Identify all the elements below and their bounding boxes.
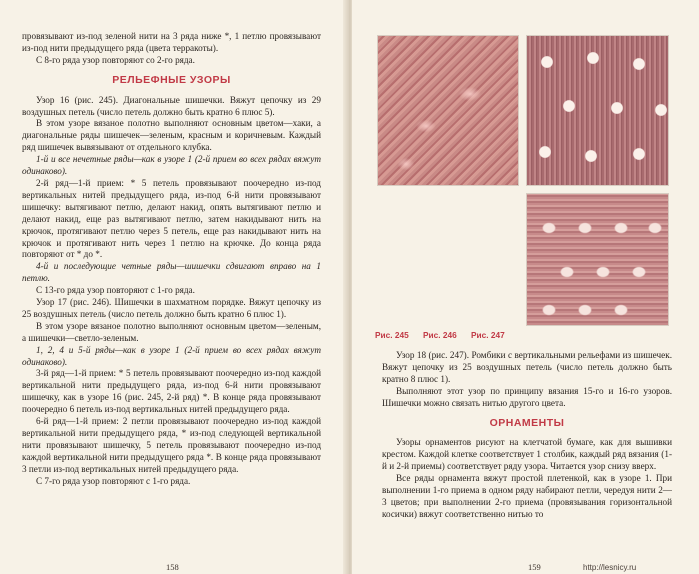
paragraph: Узор 17 (рис. 246). Шишечки в шахматном порядке. Вяжут цепочку из 25 воздушных петель (число петель должно быть кратно 6 плюс 1). (22, 297, 321, 319)
paragraph: В этом узоре вязаное полотно выполняют основным цветом—хаки, а диагональные ряды шишечек—зеленым, красным и коричневым. Каждый ряд шишечек вывязывают от отдельного клубка. (22, 118, 321, 153)
caption-fig-247: Рис. 247 (471, 330, 505, 340)
paragraph: С 8-го ряда узор повторяют со 2-го ряда. (36, 54, 195, 65)
paragraph: провязывают из-под зеленой нити на 3 ряда ниже *, 1 петлю провязывают из-под нити предыдущего ряда (цвета терракоты). (22, 31, 321, 53)
caption-fig-245: Рис. 245 (375, 330, 409, 340)
paragraph: 2-й ряд—1-й прием: * 5 петель провязывают поочередно из-под вертикальных нитей предыдущего ряда, из-под 6-й нити провязывают шишечку: вытягивают петлю, делают накид, опять вытягивают петлю и делают накид, еще раз вытягивают петлю, затем накидывают нить на крючок, протягивают петлю через 5 петель, еще раз накидывают нить на крючок и протягивают нить через 1 петлю на крючке. До конца ряда повторяют от * до *. (22, 177, 321, 260)
paragraph: 4-й и последующие четные ряды—шишечки сдвигают вправо на 1 петлю. (22, 261, 321, 284)
paragraph: Все ряды орнамента вяжут простой плетенкой, как в узоре 1. При выполнении 1-го приема в одном ряду набирают петли, чередуя нити 2—3 цветов; при выполнении 2-го приема (провязывания горизонтальной косички) вяжут соответственно нитью то (382, 473, 672, 519)
section-heading: ОРНАМЕНТЫ (489, 416, 565, 429)
paragraph: Узор 16 (рис. 245). Диагональные шишечки. Вяжут цепочку из 29 воздушных петель (число петель должно быть кратно 6 плюс 5). (22, 94, 321, 117)
section-heading: РЕЛЬЕФНЫЕ УЗОРЫ (112, 73, 231, 86)
figure-246-photo (527, 36, 668, 185)
paragraph: В этом узоре вязаное полотно выполняют основным цветом—зеленым, а шишечки—светло-зеленым. (22, 320, 321, 343)
figure-247-photo (527, 194, 668, 325)
right-page-text (382, 350, 672, 521)
left-page (0, 0, 347, 574)
figure-245-photo (378, 36, 518, 185)
paragraph: 1, 2, 4 и 5-й ряды—как в узоре 1 (2-й прием во всех рядах вяжут одинаково). (22, 344, 321, 367)
paragraph: С 13-го ряда узор повторяют с 1-го ряда. (36, 285, 195, 296)
paragraph: Выполняют этот узор по принципу вязания 15-го и 16-го узоров. Шишечки можно связать нитью другого цвета. (382, 385, 672, 408)
paragraph: Узор 18 (рис. 247). Ромбики с вертикальными рельефами из шишечек. Вяжут цепочку из 25 воздушных петель (число петель должно быть кратно 8 плюс 1). (382, 350, 672, 384)
paragraph: Узоры орнаментов рисуют на клетчатой бумаге, как для вышивки крестом. Каждой клетке соответствует 1 столбик, каждый ряд вязания (1-й и 2-й приемы) соответствует ряду узора. Читается узор снизу вверх. (382, 437, 672, 472)
paragraph: 3-й ряд—1-й прием: * 5 петель провязывают поочередно из-под каждой вертикальной нити предыдущего ряда, из-под 6-й нити провязывают шишечку, как в узоре 16 (рис. 245, 2-й ряд) *. В конце ряда провязывают поочередно 6 петель из-под вертикальных нитей предыдущего ряда. (22, 368, 321, 415)
caption-fig-246: Рис. 246 (423, 330, 457, 340)
paragraph: 6-й ряд—1-й прием: 2 петли провязывают поочередно из-под каждой вертикальной нити предыдущего ряда, * из-под следующей вертикальной нити провязывают шишечку, 5 петель провязывают поочередно из-под каждой вертикальной нити предыдущего ряда *. В конце ряда провязывают 3 петли из-под вертикальных нитей предыдущего ряда. (22, 416, 321, 474)
watermark-url: http://lesnicy.ru (583, 563, 637, 572)
page-number-left: 158 (166, 562, 179, 572)
paragraph: 1-й и все нечетные ряды—как в узоре 1 (2-й прием во всех рядах вяжут одинаково). (22, 154, 321, 177)
paragraph: С 7-го ряда узор повторяют с 1-го ряда. (36, 475, 191, 486)
left-page-text (22, 31, 321, 488)
page-number-right: 159 (528, 562, 541, 572)
